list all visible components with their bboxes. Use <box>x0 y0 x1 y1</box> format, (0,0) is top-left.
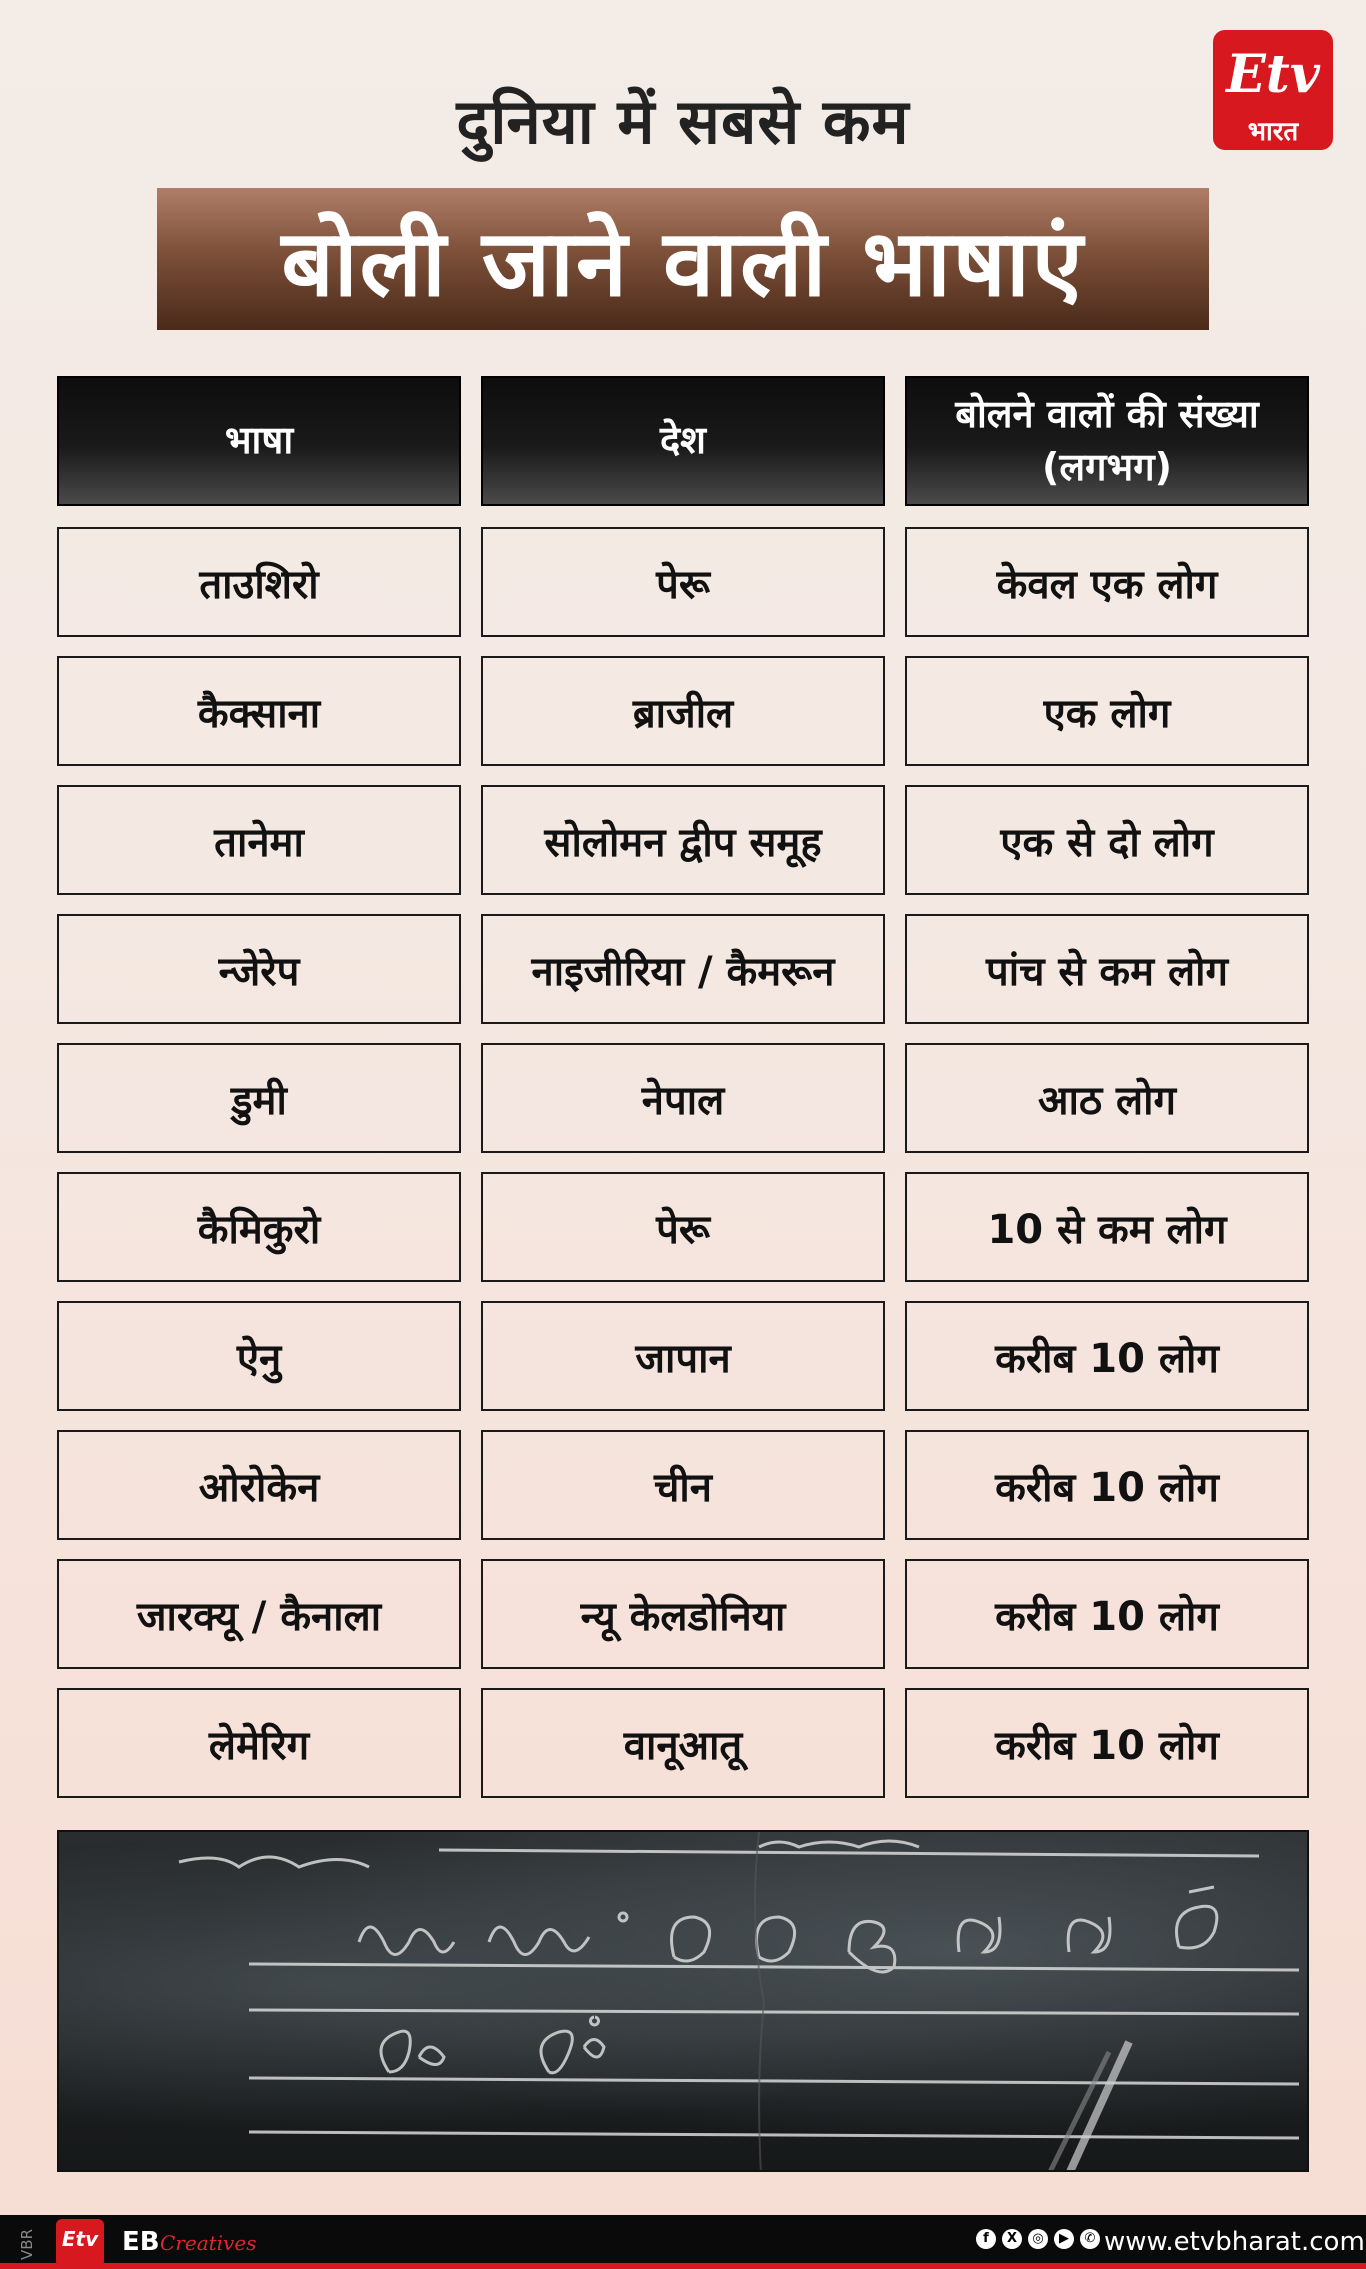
cell-text-language: लेमेरिग <box>208 1722 310 1769</box>
chalk-writing <box>59 1832 1309 2172</box>
cell-text-language: ओरोकेन <box>198 1464 320 1511</box>
cell-text-language: न्जेरेप <box>218 948 300 995</box>
cell-text-country: सोलोमन द्वीप समूह <box>544 819 822 866</box>
cell-text-speakers: करीब 10 लोग <box>995 1464 1219 1511</box>
table-cell-language <box>57 527 461 637</box>
cell-text-language: कैक्साना <box>197 690 321 737</box>
youtube-icon[interactable]: ▶ <box>1054 2229 1074 2249</box>
table-cell-language <box>57 1172 461 1282</box>
table-cell-country <box>481 1172 885 1282</box>
cell-text-country: ब्राजील <box>632 690 734 737</box>
table-cell-language <box>57 1688 461 1798</box>
cell-text-speakers: केवल एक लोग <box>996 561 1218 608</box>
chalkboard-image <box>57 1830 1309 2172</box>
cell-text-country: वानूआतू <box>623 1722 743 1769</box>
cell-text-language: जारक्यू / कैनाला <box>136 1593 382 1640</box>
table-cell-speakers <box>905 785 1309 895</box>
table-cell-language <box>57 785 461 895</box>
footer-url[interactable]: www.etvbharat.com <box>1104 2227 1365 2257</box>
table-cell-speakers <box>905 914 1309 1024</box>
table-cell-speakers <box>905 1172 1309 1282</box>
footer-red-line <box>0 2263 1366 2269</box>
table-cell-language <box>57 1559 461 1669</box>
cell-text-country: पेरू <box>656 1206 710 1253</box>
table-cell-country <box>481 1301 885 1411</box>
table-cell-language <box>57 1430 461 1540</box>
social-icons <box>976 2229 1100 2249</box>
footer-etv-logo[interactable]: Etv <box>56 2219 104 2267</box>
cell-text-speakers: पांच से कम लोग <box>986 948 1228 995</box>
header-speakers <box>905 376 1309 506</box>
cell-text-language: ताउशिरो <box>199 561 319 608</box>
table-cell-speakers <box>905 1559 1309 1669</box>
cell-text-country: नेपाल <box>641 1077 725 1124</box>
table-cell-language <box>57 1043 461 1153</box>
instagram-icon[interactable]: ◎ <box>1028 2229 1048 2249</box>
cell-text-language: ऐनु <box>236 1335 282 1382</box>
header-country <box>481 376 885 506</box>
table-cell-country <box>481 1559 885 1669</box>
page-title-banner: बोली जाने वाली भाषाएं <box>281 209 1085 317</box>
header-country-label: देश <box>659 418 707 463</box>
table-cell-speakers <box>905 1430 1309 1540</box>
cell-text-country: नाइजीरिया / कैमरून <box>531 948 835 995</box>
table-cell-speakers <box>905 1688 1309 1798</box>
table-cell-speakers <box>905 527 1309 637</box>
etv-bharat-logo[interactable] <box>1213 30 1333 150</box>
table-cell-language <box>57 914 461 1024</box>
table-cell-speakers <box>905 656 1309 766</box>
footer-vbr: VBR <box>18 2229 36 2260</box>
header-language <box>57 376 461 506</box>
cell-text-speakers: आठ लोग <box>1037 1077 1177 1124</box>
cell-text-language: तानेमा <box>214 819 304 866</box>
table-cell-country <box>481 527 885 637</box>
footer-creatives: Creatives <box>160 2231 257 2255</box>
header-speakers-note: (लगभग) <box>1041 445 1172 489</box>
table-cell-language <box>57 1301 461 1411</box>
table-cell-speakers <box>905 1043 1309 1153</box>
header-speakers-label: बोलने वालों की संख्या <box>955 391 1259 436</box>
cell-text-speakers: एक लोग <box>1043 690 1171 737</box>
facebook-icon[interactable]: f <box>976 2229 996 2249</box>
cell-text-country: न्यू केलडोनिया <box>580 1593 786 1640</box>
cell-text-speakers: 10 से कम लोग <box>987 1206 1227 1253</box>
table-cell-country <box>481 914 885 1024</box>
cell-text-language: कैमिकुरो <box>197 1206 321 1253</box>
logo-sub: भारत <box>1247 117 1299 147</box>
table-cell-country <box>481 656 885 766</box>
table-cell-country <box>481 1430 885 1540</box>
table-cell-language <box>57 656 461 766</box>
table-cell-country <box>481 785 885 895</box>
cell-text-country: जापान <box>635 1335 731 1382</box>
cell-text-country: चीन <box>654 1464 712 1511</box>
table-cell-speakers <box>905 1301 1309 1411</box>
cell-text-speakers: एक से दो लोग <box>1000 819 1214 866</box>
whatsapp-icon[interactable]: ✆ <box>1080 2229 1100 2249</box>
header-language-label: भाषा <box>224 418 294 463</box>
page-title-top: दुनिया में सबसे कम <box>456 85 910 158</box>
cell-text-speakers: करीब 10 लोग <box>995 1593 1219 1640</box>
cell-text-speakers: करीब 10 लोग <box>995 1722 1219 1769</box>
table-cell-country <box>481 1688 885 1798</box>
cell-text-speakers: करीब 10 लोग <box>995 1335 1219 1382</box>
footer-bar <box>0 2215 1366 2269</box>
title-banner <box>157 188 1209 330</box>
cell-text-language: डुमी <box>231 1077 287 1124</box>
cell-text-country: पेरू <box>656 561 710 608</box>
logo-mark: Etv <box>1226 44 1320 105</box>
table-cell-country <box>481 1043 885 1153</box>
x-icon[interactable]: X <box>1002 2229 1022 2249</box>
footer-eb: EB <box>122 2227 160 2257</box>
